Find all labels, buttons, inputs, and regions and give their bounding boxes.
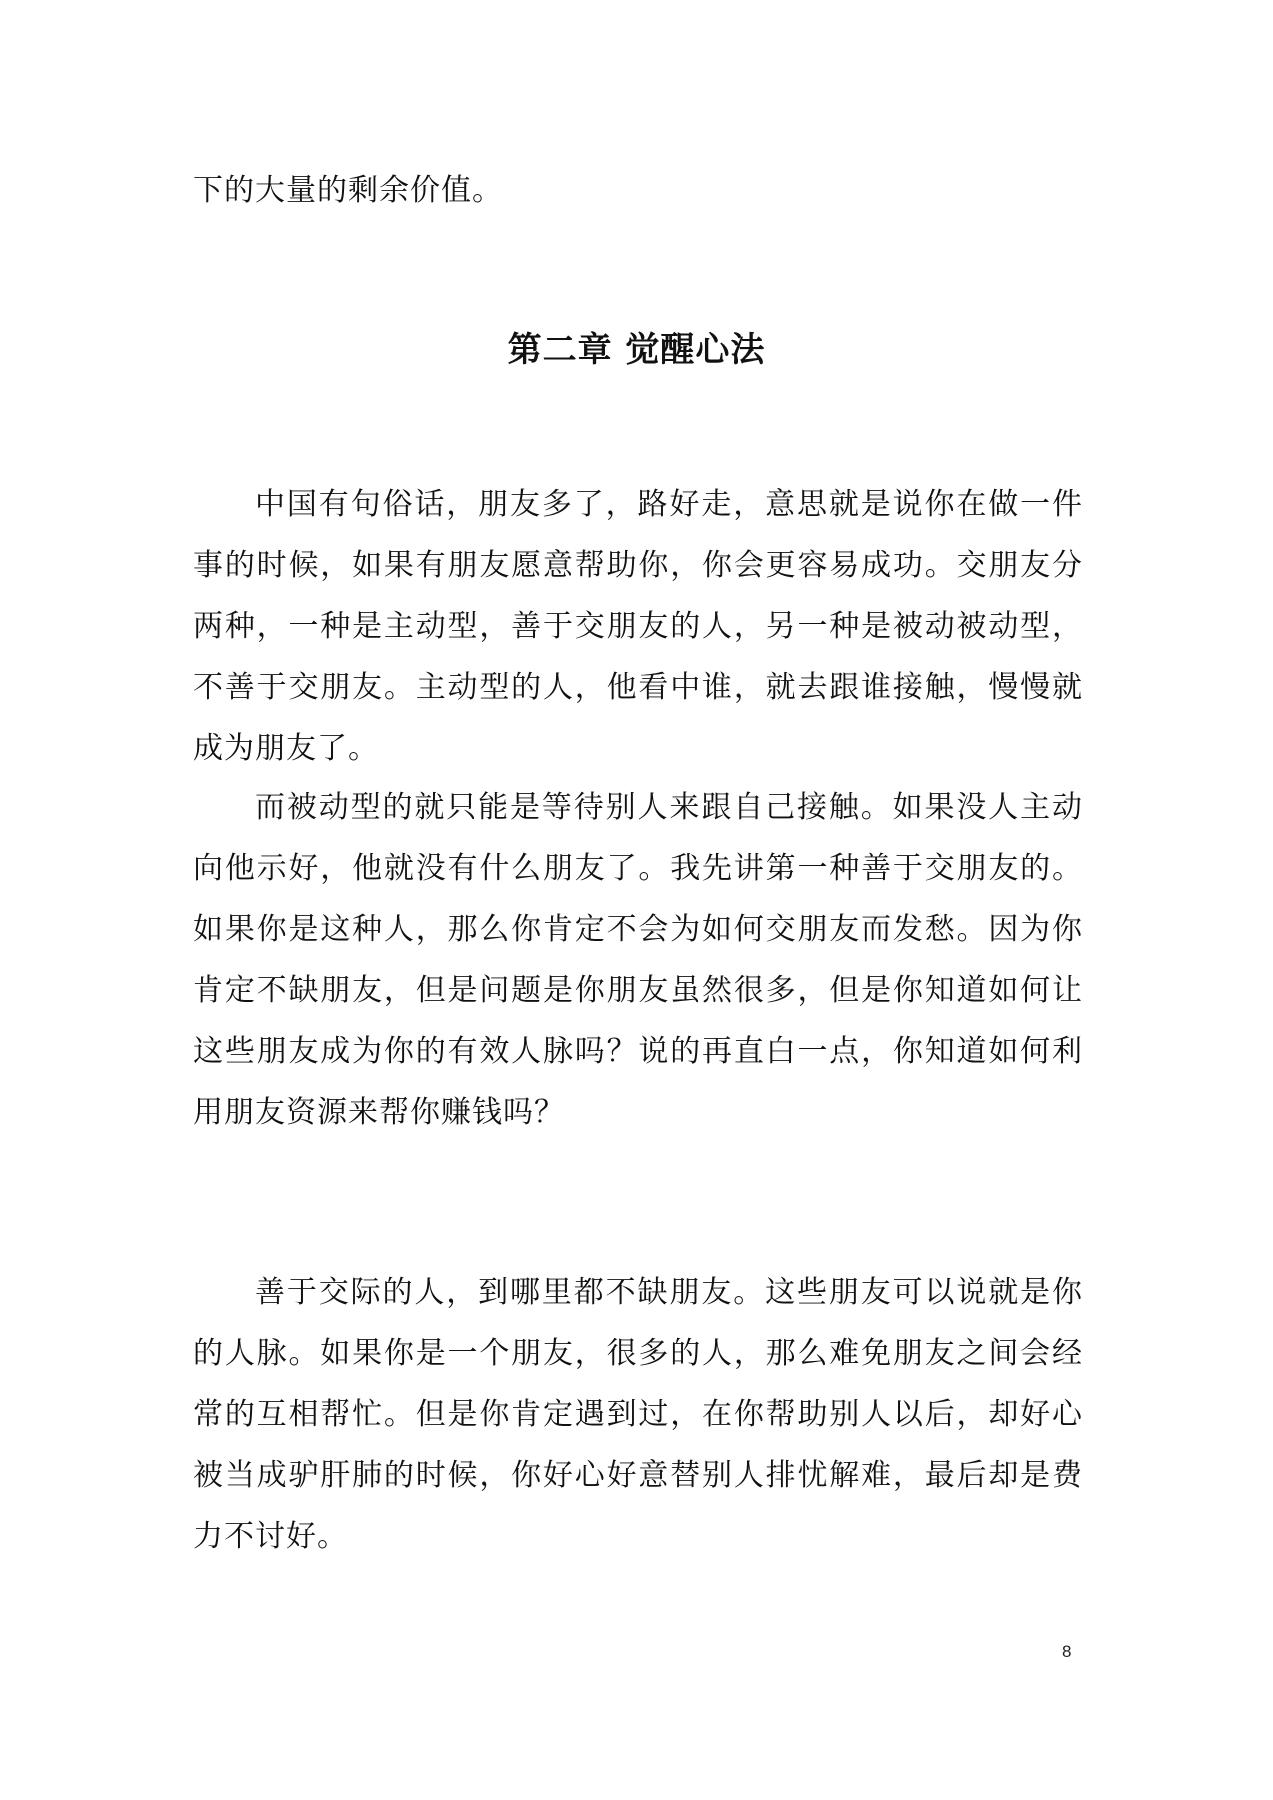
page-number: 8: [1062, 1642, 1072, 1661]
chapter-title: 第二章 觉醒心法: [507, 330, 766, 370]
paragraph-3: 善于交际的人，到哪里都不缺朋友。这些朋友可以说就是你的人脉。如果你是一个朋友，很多的人，那么难免朋友之间会经常的互相帮忙。但是你肯定遇到过，在你帮助别人以后，却好心被当成驴肝肺的时候，你好心好意替别人排忧解难，最后却是费力不讨好。: [193, 1275, 1083, 1554]
paragraph-1: 中国有句俗话，朋友多了，路好走，意思就是说你在做一件事的时候，如果有朋友愿意帮助你，你会更容易成功。交朋友分两种，一种是主动型，善于交朋友的人，另一种是被动被动型，不善于交朋友。主动型的人，他看中谁，就去跟谁接触，慢慢就成为朋友了。: [193, 487, 1083, 766]
paragraph-2: 而被动型的就只能是等待别人来跟自己接触。如果没人主动向他示好，他就没有什么朋友了。我先讲第一种善于交朋友的。如果你是这种人，那么你肯定不会为如何交朋友而发愁。因为你肯定不缺朋友，但是问题是你朋友虽然很多，但是你知道如何让这些朋友成为你的有效人脉吗？说的再直白一点，你知道如何利用朋友资源来帮你赚钱吗？: [193, 790, 1083, 1130]
continuation-paragraph: 下的大量的剩余价值。: [193, 173, 503, 208]
